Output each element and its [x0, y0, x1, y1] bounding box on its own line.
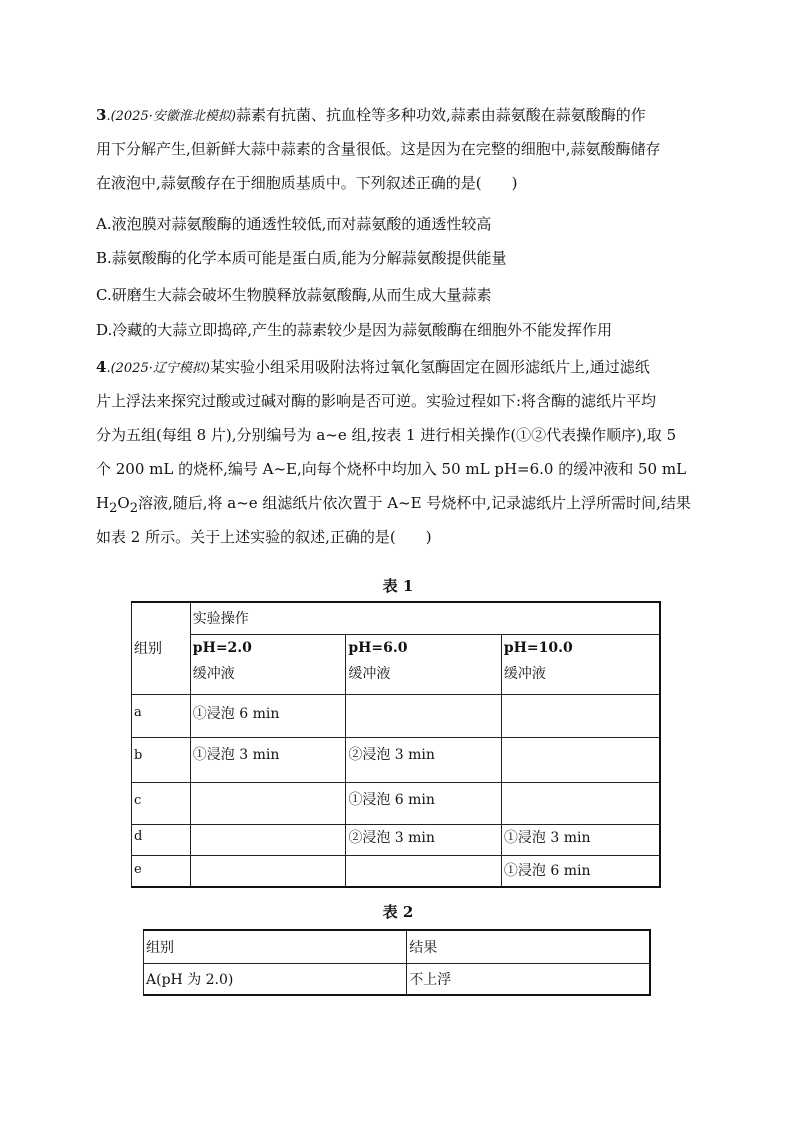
table-2-header-result: 结果 [407, 930, 650, 963]
q4-line-3: 分为五组(每组 8 片),分别编号为 a~e 组,按表 1 进行相关操作(①②代表操作顺序),取 5 [96, 426, 677, 444]
ph6-value: pH=6.0 [348, 639, 408, 656]
ph2-value: pH=2.0 [192, 639, 252, 656]
h2o2-sub-2: 2 [129, 501, 138, 516]
table-1-ph2-header [190, 634, 346, 694]
table-1-row-d [132, 824, 661, 855]
table-2-header-group: 组别 [144, 930, 407, 963]
q4-line-5-text: 溶液,随后,将 a~e 组滤纸片依次置于 A~E 号烧杯中,记录滤纸片上浮所需时间,结果 [137, 494, 691, 512]
row-b-c1: ①浸泡 3 min [190, 737, 346, 782]
q4-line-4: 个 200 mL 的烧杯,编号 A~E,向每个烧杯中均加入 50 mL pH=6.0 的缓冲液和 50 mL [96, 460, 687, 478]
row-d-c1 [190, 824, 346, 855]
row-c-c3 [501, 782, 660, 824]
row-d-c2: ②浸泡 3 min [346, 824, 502, 855]
row-e-c2 [346, 855, 502, 887]
q3-option-d: D.冷藏的大蒜立即捣碎,产生的蒜素较少是因为蒜氨酸酶在细胞外不能发挥作用 [96, 321, 613, 339]
q4-line-2: 片上浮法来探究过酸或过碱对酶的影响是否可逆。实验过程如下:将含酶的滤纸片平均 [96, 392, 657, 410]
table-1-row-e [132, 855, 661, 887]
table-1-caption: 表 1 [382, 577, 414, 595]
table-2-caption: 表 2 [382, 903, 414, 921]
table-1-group-header: 组别 [132, 602, 191, 694]
q3-number: 3 [96, 106, 107, 124]
table-2-row [144, 963, 651, 995]
q3-line-2: 用下分解产生,但新鲜大蒜中蒜素的含量很低。这是因为在完整的细胞中,蒜氨酸酶储存 [96, 140, 661, 158]
ph10-value: pH=10.0 [503, 639, 573, 656]
q4-line-1-text: 某实验小组采用吸附法将过氧化氢酶固定在圆形滤纸片上,通过滤纸 [209, 358, 650, 376]
row-a-c2 [346, 694, 502, 737]
table-1-row-c [132, 782, 661, 824]
h2o2-h: H [96, 494, 110, 512]
row-a-c3 [501, 694, 660, 737]
q4-number: 4 [96, 358, 107, 376]
row-a-group: a [132, 694, 191, 737]
q4-source: .(2025·辽宁模拟) [106, 361, 210, 376]
ph2-label: 缓冲液 [192, 665, 235, 682]
row-a-c1: ①浸泡 6 min [190, 694, 346, 737]
q3-line-1-text: 蒜素有抗菌、抗血栓等多种功效,蒜素由蒜氨酸在蒜氨酸酶的作 [235, 106, 646, 124]
q4-line-6: 如表 2 所示。关于上述实验的叙述,正确的是( ) [96, 528, 432, 546]
row-b-group: b [132, 737, 191, 782]
table-1-row-b [132, 737, 661, 782]
question-4-stem [96, 350, 700, 554]
row-e-c1 [190, 855, 346, 887]
q3-line-1 [96, 98, 700, 132]
q3-option-c: C.研磨生大蒜会破坏生物膜释放蒜氨酸酶,从而生成大量蒜素 [96, 286, 492, 304]
table-2-row-0-result: 不上浮 [407, 963, 650, 995]
q3-option-b: B.蒜氨酸酶的化学本质可能是蛋白质,能为分解蒜氨酸提供能量 [96, 249, 507, 267]
question-3-stem [96, 98, 700, 200]
table-1 [131, 601, 661, 888]
h2o2-sub-1: 2 [109, 501, 118, 516]
q4-line-5 [96, 486, 700, 520]
h2o2-o: O [117, 494, 130, 512]
table-1-row-a [132, 694, 661, 737]
row-c-c1 [190, 782, 346, 824]
row-e-c3: ①浸泡 6 min [501, 855, 660, 887]
q3-source: .(2025·安徽淮北模拟) [106, 109, 236, 124]
row-e-group: e [132, 855, 191, 887]
row-c-group: c [132, 782, 191, 824]
ph6-label: 缓冲液 [348, 665, 391, 682]
q4-line-1 [96, 350, 700, 384]
table-1-ph10-header [501, 634, 660, 694]
q3-line-3: 在液泡中,蒜氨酸存在于细胞质基质中。下列叙述正确的是( ) [96, 174, 518, 192]
row-d-group: d [132, 824, 191, 855]
row-b-c2: ②浸泡 3 min [346, 737, 502, 782]
table-1-op-header: 实验操作 [190, 602, 660, 634]
row-c-c2: ①浸泡 6 min [346, 782, 502, 824]
ph10-label: 缓冲液 [503, 665, 546, 682]
table-1-ph6-header [346, 634, 502, 694]
table-2 [143, 929, 651, 996]
row-d-c3: ①浸泡 3 min [501, 824, 660, 855]
table-2-row-0-group: A(pH 为 2.0) [144, 963, 407, 995]
row-b-c3 [501, 737, 660, 782]
q3-option-a: A.液泡膜对蒜氨酸酶的通透性较低,而对蒜氨酸的通透性较高 [96, 215, 492, 233]
